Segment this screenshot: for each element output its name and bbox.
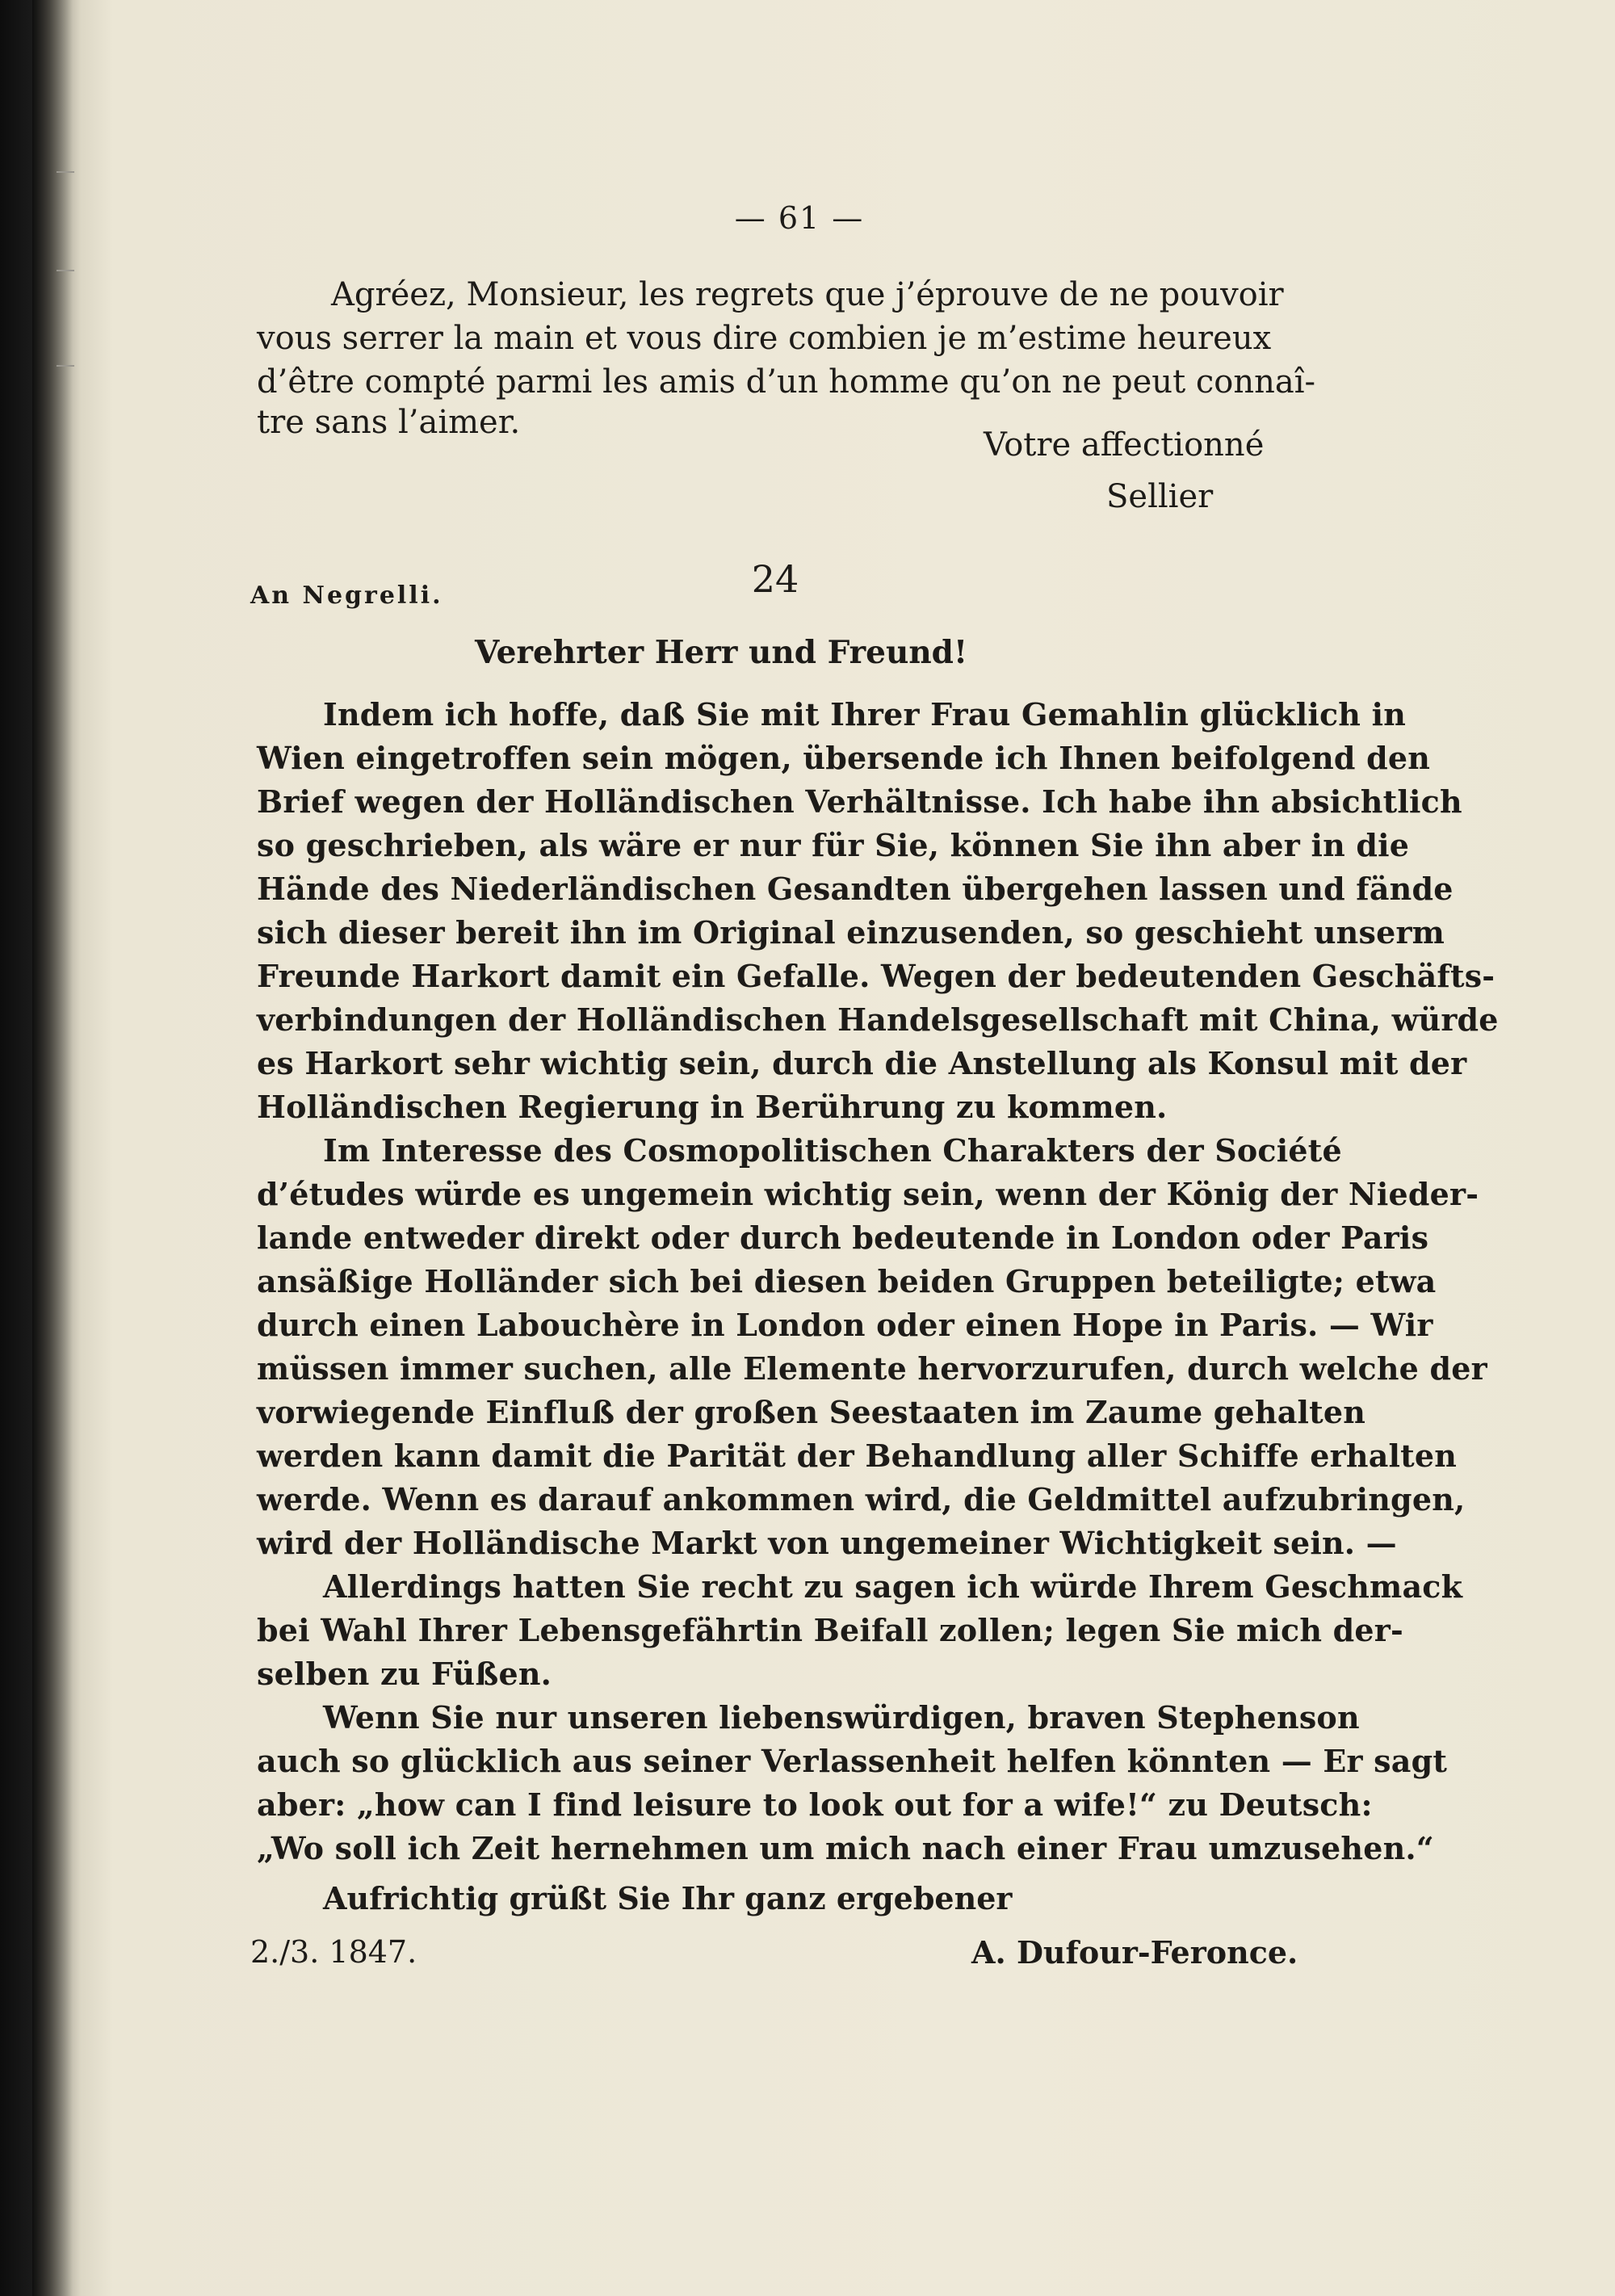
french-letter-line: vous serrer la main et vous dire combien je m’estime heureux <box>257 320 1272 357</box>
body-line: sich dieser bereit ihn im Original einzusenden, so geschieht unserm <box>257 914 1445 951</box>
french-letter-signature: Sellier <box>1106 478 1214 515</box>
body-line: durch einen Labouchère in London oder einen Hope in Paris. — Wir <box>257 1307 1433 1343</box>
body-line: aber: „how can I find leisure to look out for a wife!“ zu Deutsch: <box>257 1786 1373 1823</box>
letter-number: 24 <box>751 557 799 601</box>
body-line: ansäßige Holländer sich bei diesen beiden Gruppen beteiligte; etwa <box>257 1263 1437 1299</box>
body-line: müssen immer suchen, alle Elemente hervorzurufen, durch welche der <box>257 1350 1487 1387</box>
body-line: lande entweder direkt oder durch bedeutende in London oder Paris <box>257 1219 1429 1256</box>
body-line: selben zu Füßen. <box>257 1656 552 1692</box>
salutation: Verehrter Herr und Freund! <box>475 634 968 671</box>
body-line: Hände des Niederländischen Gesandten übergehen lassen und fände <box>257 871 1454 907</box>
body-line: Im Interesse des Cosmopolitischen Charakters der Société <box>323 1132 1342 1169</box>
letter-signature: A. Dufour-Feronce. <box>971 1934 1298 1971</box>
body-line: Wenn Sie nur unseren liebenswürdigen, braven Stephenson <box>323 1699 1360 1736</box>
page-number: — 61 — <box>734 200 865 236</box>
french-letter-line: Agréez, Monsieur, les regrets que j’éprouve de ne pouvoir <box>331 276 1284 313</box>
body-line: wird der Holländische Markt von ungemeiner Wichtigkeit sein. — <box>257 1525 1397 1561</box>
body-line: auch so glücklich aus seiner Verlassenheit helfen könnten — Er sagt <box>257 1743 1448 1779</box>
body-line: werde. Wenn es darauf ankommen wird, die Geldmittel aufzubringen, <box>257 1481 1466 1517</box>
letter-date: 2./3. 1847. <box>250 1934 417 1970</box>
spine-shadow <box>32 0 81 2296</box>
closing-greeting: Aufrichtig grüßt Sie Ihr ganz ergebener <box>323 1880 1013 1916</box>
body-line: werden kann damit die Parität der Behandlung aller Schiffe erhalten <box>257 1438 1458 1474</box>
french-letter-closing: Votre affectionné <box>984 426 1265 464</box>
body-line: d’études würde es ungemein wichtig sein, wenn der König der Nieder- <box>257 1176 1479 1212</box>
body-line: bei Wahl Ihrer Lebensgefährtin Beifall zollen; legen Sie mich der- <box>257 1612 1403 1648</box>
french-letter-line: tre sans l’aimer. <box>257 404 521 441</box>
french-letter-line: d’être compté parmi les amis d’un homme qu’on ne peut connaî- <box>257 363 1316 401</box>
body-line: Freunde Harkort damit ein Gefalle. Wegen der bedeutenden Geschäfts- <box>257 958 1495 994</box>
body-line: Allerdings hatten Sie recht zu sagen ich würde Ihrem Geschmack <box>323 1568 1463 1605</box>
body-line: es Harkort sehr wichtig sein, durch die Anstellung als Konsul mit der <box>257 1045 1467 1081</box>
body-line: so geschrieben, als wäre er nur für Sie, können Sie ihn aber in die <box>257 827 1410 863</box>
body-line: Brief wegen der Holländischen Verhältnisse. Ich habe ihn absichtlich <box>257 783 1462 820</box>
body-line: vorwiegende Einfluß der großen Seestaaten im Zaume gehalten <box>257 1394 1366 1430</box>
body-line: Holländischen Regierung in Berührung zu kommen. <box>257 1089 1168 1125</box>
body-line: „Wo soll ich Zeit hernehmen um mich nach einer Frau umzusehen.“ <box>257 1830 1434 1866</box>
edge-mark <box>57 365 74 367</box>
body-line: verbindungen der Holländischen Handelsgesellschaft mit China, würde <box>257 1001 1499 1038</box>
body-line: Indem ich hoffe, daß Sie mit Ihrer Frau Gemahlin glücklich in <box>323 696 1407 732</box>
edge-mark <box>57 270 74 271</box>
edge-mark <box>57 171 74 173</box>
addressee: An Negrelli. <box>250 581 443 610</box>
body-line: Wien eingetroffen sein mögen, übersende ich Ihnen beifolgend den <box>257 740 1431 776</box>
